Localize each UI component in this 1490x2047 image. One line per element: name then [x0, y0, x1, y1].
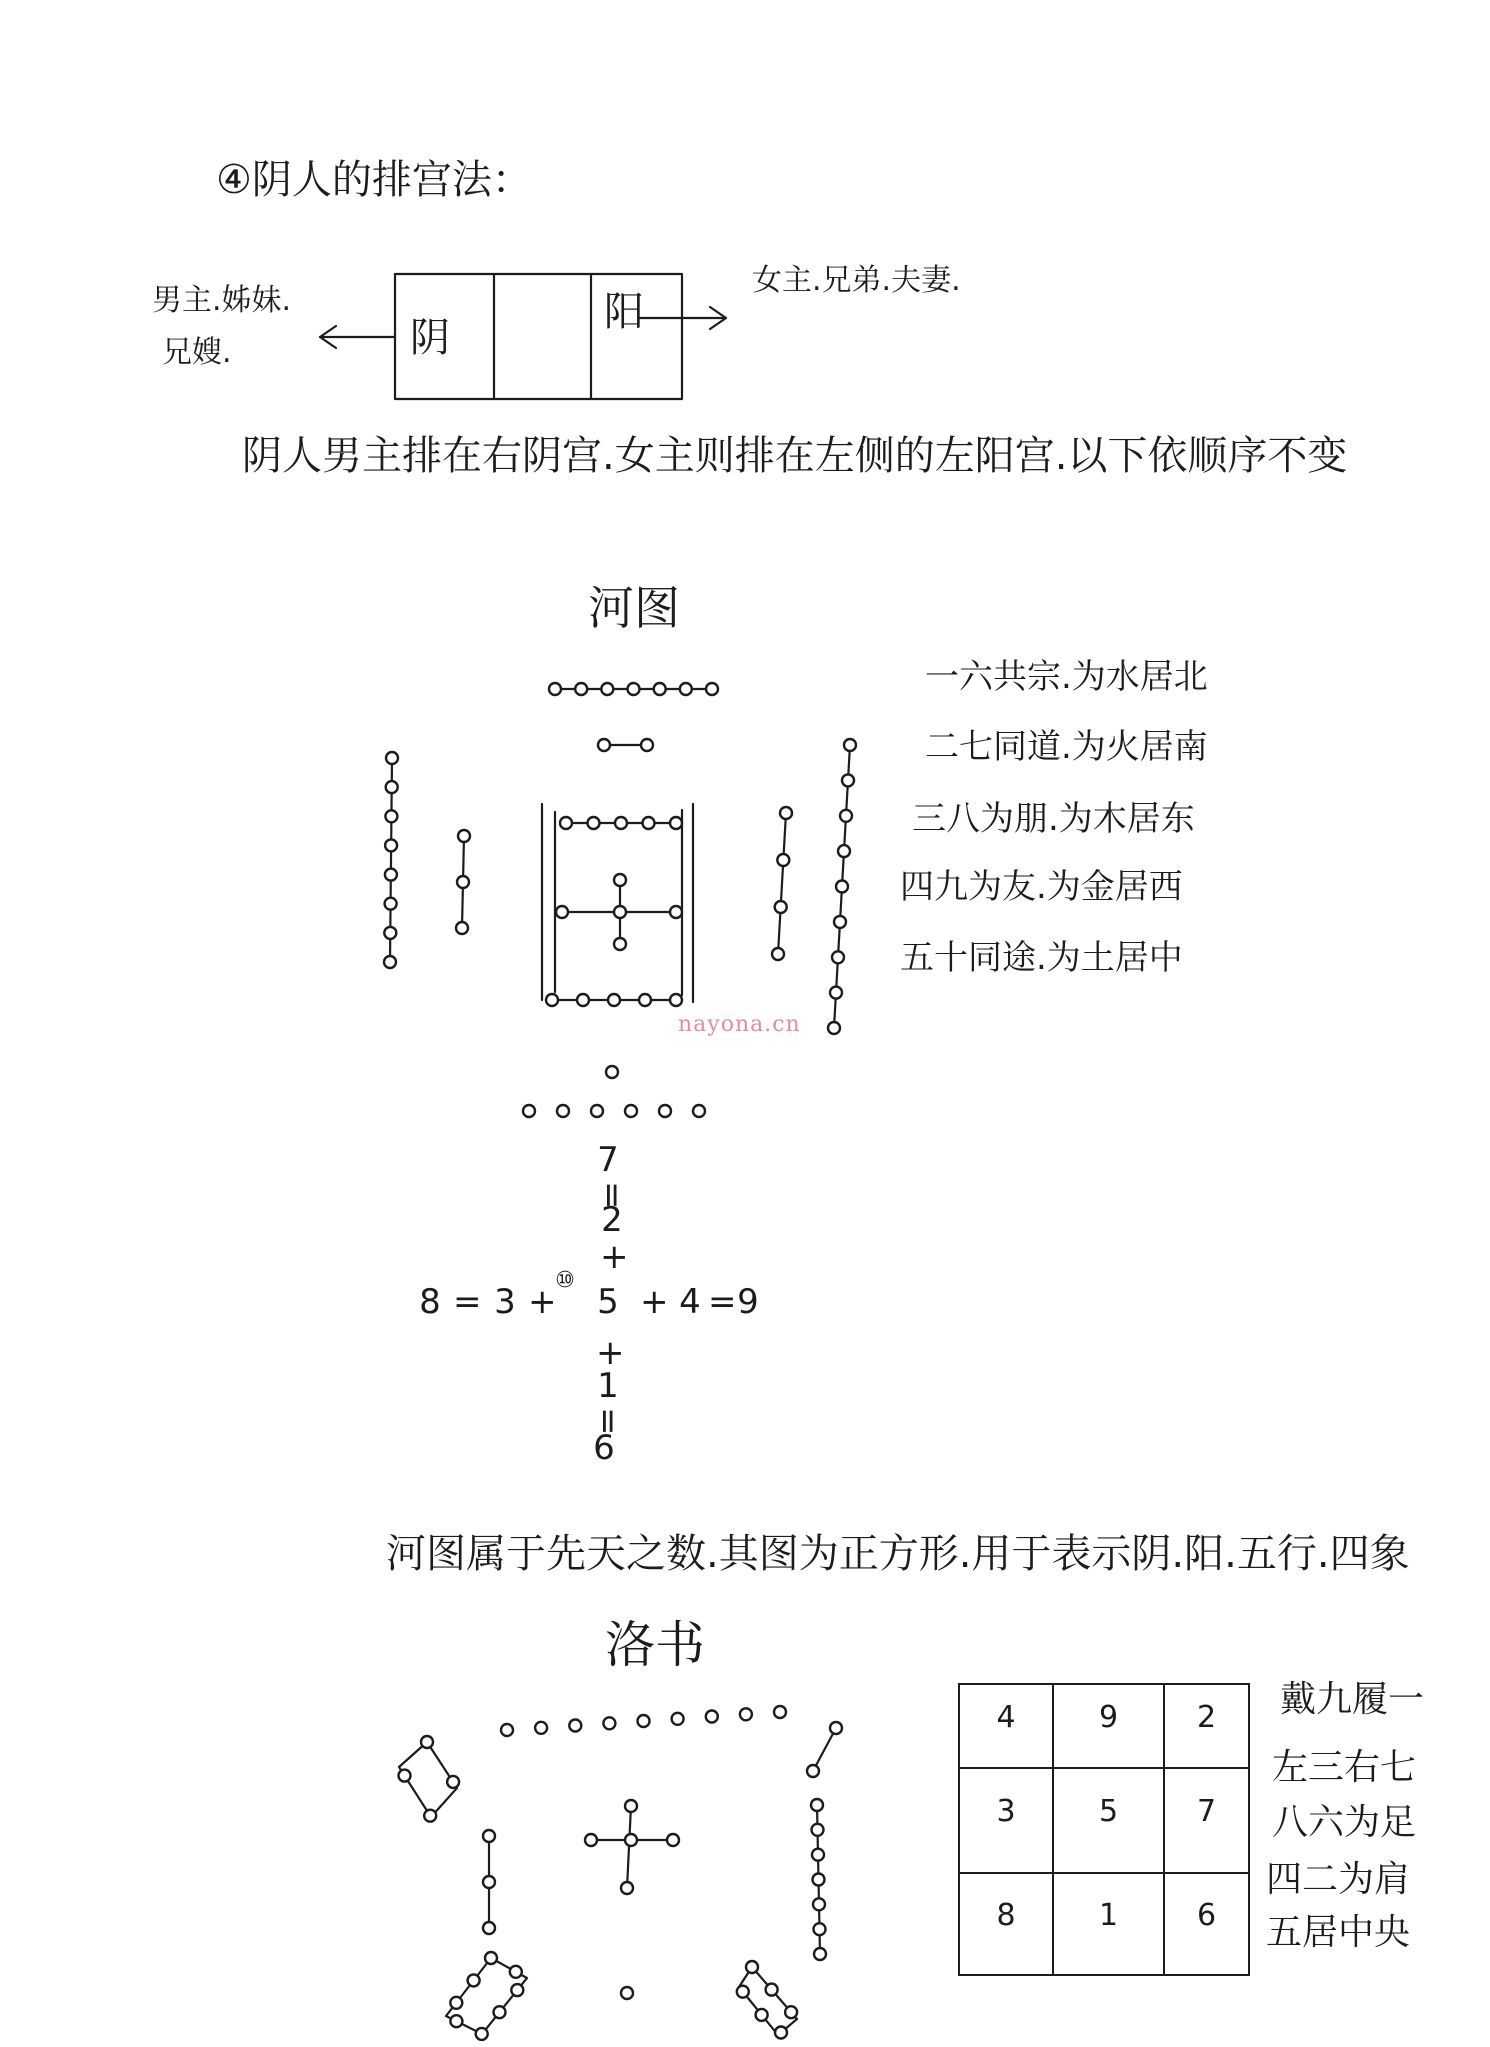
luoshu-top-dot: [535, 1722, 547, 1734]
luoshu-top-dot: [740, 1708, 752, 1720]
hetu-north-outer-dot: [659, 1105, 671, 1117]
luoshu-bottom-left-dot: [476, 2028, 488, 2040]
luoshu-left-dot: [483, 1922, 495, 1934]
grid-cell: 9: [1054, 1685, 1165, 1769]
hetu-west-inner-dot: [772, 948, 784, 960]
palace-cell-yang: 阳: [604, 289, 644, 335]
luoshu-right-dot: [812, 1849, 824, 1861]
equation-center-five: 5: [597, 1282, 619, 1322]
left-arrow: [320, 326, 395, 348]
grid-cell: 4: [960, 1685, 1054, 1769]
equation-term: 1: [597, 1366, 619, 1406]
hetu-center-bottom-dot: [639, 994, 651, 1006]
luoshu-bottom-left-dot: [468, 1974, 480, 1986]
luoshu-center-dot: [625, 1800, 637, 1812]
grid-cell: 1: [1054, 1874, 1165, 1976]
luoshu-bottom-left-dot: [450, 2015, 462, 2027]
hetu-west-outer-dot: [836, 881, 848, 893]
grid-cell: 5: [1054, 1769, 1165, 1874]
hetu-west-outer-dot: [840, 810, 852, 822]
hetu-west-inner-dot: [780, 807, 792, 819]
luoshu-top-dot: [672, 1713, 684, 1725]
luoshu-bottom-right-dot: [746, 1961, 758, 1973]
hetu-south-outer-dot: [601, 683, 613, 695]
luoshu-top-right-dot: [807, 1765, 819, 1777]
equation-plus: +: [528, 1282, 557, 1322]
hetu-east-outer-dot: [384, 956, 396, 968]
palace-note: 阴人男主排在右阴宫.女主则排在左侧的左阳宫.以下依顺序不变: [242, 433, 1348, 479]
hetu-north-outer-dot: [625, 1105, 637, 1117]
equation-term: 2: [601, 1200, 623, 1240]
equation-plus: +: [600, 1237, 629, 1277]
left-palace-label-2: 兄嫂.: [162, 335, 232, 370]
luoshu-bottom-left-dot: [511, 1984, 523, 1996]
equation-equals: =: [592, 1181, 632, 1210]
luoshu-bottom-left-dot: [450, 1997, 462, 2009]
hetu-center-cross-dot: [670, 906, 682, 918]
hetu-center-cross-dot: [556, 906, 568, 918]
luoshu-top-dot: [603, 1717, 615, 1729]
hetu-east-outer-dot: [385, 810, 397, 822]
hetu-verse: 四九为友.为金居西: [900, 867, 1183, 907]
luoshu-top-dot: [638, 1715, 650, 1727]
hetu-south-outer-dot: [680, 683, 692, 695]
luoshu-verse: 四二为肩: [1266, 1859, 1411, 1900]
hetu-center-top-dot: [588, 817, 600, 829]
hetu-east-outer-dot: [386, 781, 398, 793]
equation-equals: =: [453, 1282, 482, 1322]
equation-term: 9: [737, 1282, 759, 1322]
hetu-south-outer-dot: [549, 683, 561, 695]
section-heading: ④阴人的排宫法：: [216, 157, 532, 203]
left-palace-label: 男主.姊妹.: [152, 283, 292, 318]
hetu-center-top-dot: [643, 817, 655, 829]
hetu-east-outer-dot: [384, 927, 396, 939]
hetu-center-cross-dot: [614, 938, 626, 950]
hetu-north-inner-dot: [606, 1066, 618, 1078]
equation-term: 8: [419, 1282, 441, 1322]
grid-cell: 6: [1165, 1874, 1250, 1976]
hetu-title: 河图: [588, 581, 680, 635]
hetu-center-bottom-dot: [670, 994, 682, 1006]
hetu-center-top-dot: [615, 817, 627, 829]
hetu-south-outer-dot: [575, 683, 587, 695]
luoshu-center-dot: [625, 1834, 637, 1846]
equation-plus: +: [596, 1333, 625, 1373]
hetu-verse: 二七同道.为火居南: [925, 727, 1208, 767]
luoshu-top-left-dot: [424, 1810, 436, 1822]
hetu-center-top-dot: [670, 817, 682, 829]
hetu-north-outer-dot: [523, 1105, 535, 1117]
luoshu-bottom-right-dot: [766, 1984, 778, 1996]
grid-cell: 7: [1165, 1769, 1250, 1874]
hetu-square-frame: [542, 804, 693, 1002]
luoshu-left-dot: [483, 1830, 495, 1842]
hetu-north-outer-dot: [693, 1105, 705, 1117]
hetu-center-bottom-dot: [546, 994, 558, 1006]
luoshu-bottom-dot: [621, 1987, 633, 1999]
equation-term: 4: [679, 1282, 701, 1322]
equation-term: 7: [597, 1140, 619, 1180]
luoshu-top-left-dot: [421, 1736, 433, 1748]
hetu-west-outer-dot: [842, 774, 854, 786]
hetu-east-inner-dot: [458, 830, 470, 842]
hetu-center-cross-dot: [614, 874, 626, 886]
luoshu-center-dot: [667, 1834, 679, 1846]
hetu-west-outer-dot: [828, 1022, 840, 1034]
hetu-east-outer-dot: [385, 898, 397, 910]
luoshu-bottom-right-dot: [775, 2027, 787, 2039]
hetu-east-inner-dot: [457, 876, 469, 888]
luoshu-top-dot: [501, 1724, 513, 1736]
luoshu-verse: 戴九履一: [1280, 1679, 1425, 1720]
hetu-west-inner-dot: [777, 854, 789, 866]
grid-cell: 8: [960, 1874, 1054, 1976]
luoshu-bottom-right-dot: [756, 2009, 768, 2021]
hetu-south-outer-dot: [654, 683, 666, 695]
luoshu-right-dot: [814, 1948, 826, 1960]
luoshu-verse: 五居中央: [1266, 1912, 1411, 1953]
luoshu-top-right-line: [813, 1728, 836, 1771]
hetu-east-outer-dot: [385, 839, 397, 851]
grid-cell: 3: [960, 1769, 1054, 1874]
luoshu-top-left-dot: [399, 1770, 411, 1782]
luoshu-bottom-right-dot: [737, 1986, 749, 1998]
luoshu-right-dot: [813, 1898, 825, 1910]
hetu-east-outer-dot: [386, 752, 398, 764]
equation-term: 6: [593, 1428, 615, 1468]
luoshu-top-left-dot: [447, 1776, 459, 1788]
hetu-west-inner-dot: [775, 901, 787, 913]
hetu-west-outer-dot: [832, 951, 844, 963]
luoshu-top-dot: [569, 1720, 581, 1732]
luoshu-center-dot: [585, 1834, 597, 1846]
luoshu-bottom-left-dot: [485, 1952, 497, 1964]
luoshu-bottom-right-dot: [785, 2006, 797, 2018]
luoshu-title: 洛书: [605, 1616, 705, 1674]
watermark: nayona.cn: [678, 1012, 801, 1037]
equation-equals: =: [708, 1282, 737, 1322]
hetu-south-outer-dot: [628, 683, 640, 695]
hetu-center-bottom-dot: [608, 994, 620, 1006]
luoshu-top-dot: [706, 1711, 718, 1723]
hetu-verse: 一六共宗.为水居北: [925, 657, 1208, 697]
equation-equals: =: [588, 1407, 628, 1436]
hetu-center-top-dot: [560, 817, 572, 829]
luoshu-top-dot: [774, 1706, 786, 1718]
hetu-west-outer-dot: [830, 987, 842, 999]
hetu-south-outer-dot: [706, 683, 718, 695]
luoshu-verse: 八六为足: [1272, 1802, 1417, 1843]
hetu-west-outer-dot: [838, 845, 850, 857]
hetu-verse: 三八为朋.为木居东: [912, 799, 1195, 839]
hetu-east-inner-dot: [456, 922, 468, 934]
equation-term: 3: [494, 1282, 516, 1322]
hetu-west-outer-dot: [834, 916, 846, 928]
luoshu-verse: 左三右七: [1272, 1747, 1417, 1788]
luoshu-bottom-left-dot: [494, 2006, 506, 2018]
hetu-east-outer-dot: [385, 869, 397, 881]
luoshu-center-dot: [621, 1882, 633, 1894]
equation-plus: +: [640, 1282, 669, 1322]
hetu-south-inner-dot: [598, 739, 610, 751]
hetu-north-outer-dot: [557, 1105, 569, 1117]
hetu-center-bottom-dot: [577, 994, 589, 1006]
luoshu-right-dot: [812, 1824, 824, 1836]
luoshu-top-right-dot: [830, 1722, 842, 1734]
luoshu-bottom-right-frame: [739, 1967, 797, 2035]
luoshu-right-dot: [813, 1874, 825, 1886]
hetu-south-inner-dot: [641, 739, 653, 751]
hetu-center-cross-dot: [614, 906, 626, 918]
grid-cell: 2: [1165, 1685, 1250, 1769]
palace-cell-yin: 阴: [410, 315, 450, 361]
luoshu-left-dot: [483, 1876, 495, 1888]
hetu-verse: 五十同途.为土居中: [900, 938, 1183, 978]
hetu-summary: 河图属于先天之数.其图为正方形.用于表示阴.阳.五行.四象: [386, 1531, 1410, 1577]
equation-center-ten: ⑩: [555, 1268, 575, 1293]
luoshu-right-dot: [814, 1923, 826, 1935]
hetu-west-inner-line: [778, 813, 786, 954]
luoshu-right-dot: [811, 1799, 823, 1811]
luoshu-magic-square: [958, 1683, 1250, 1976]
hetu-west-outer-dot: [844, 739, 856, 751]
right-palace-label: 女主.兄弟.夫妻.: [752, 263, 961, 298]
hetu-north-outer-dot: [591, 1105, 603, 1117]
luoshu-bottom-left-dot: [510, 1966, 522, 1978]
